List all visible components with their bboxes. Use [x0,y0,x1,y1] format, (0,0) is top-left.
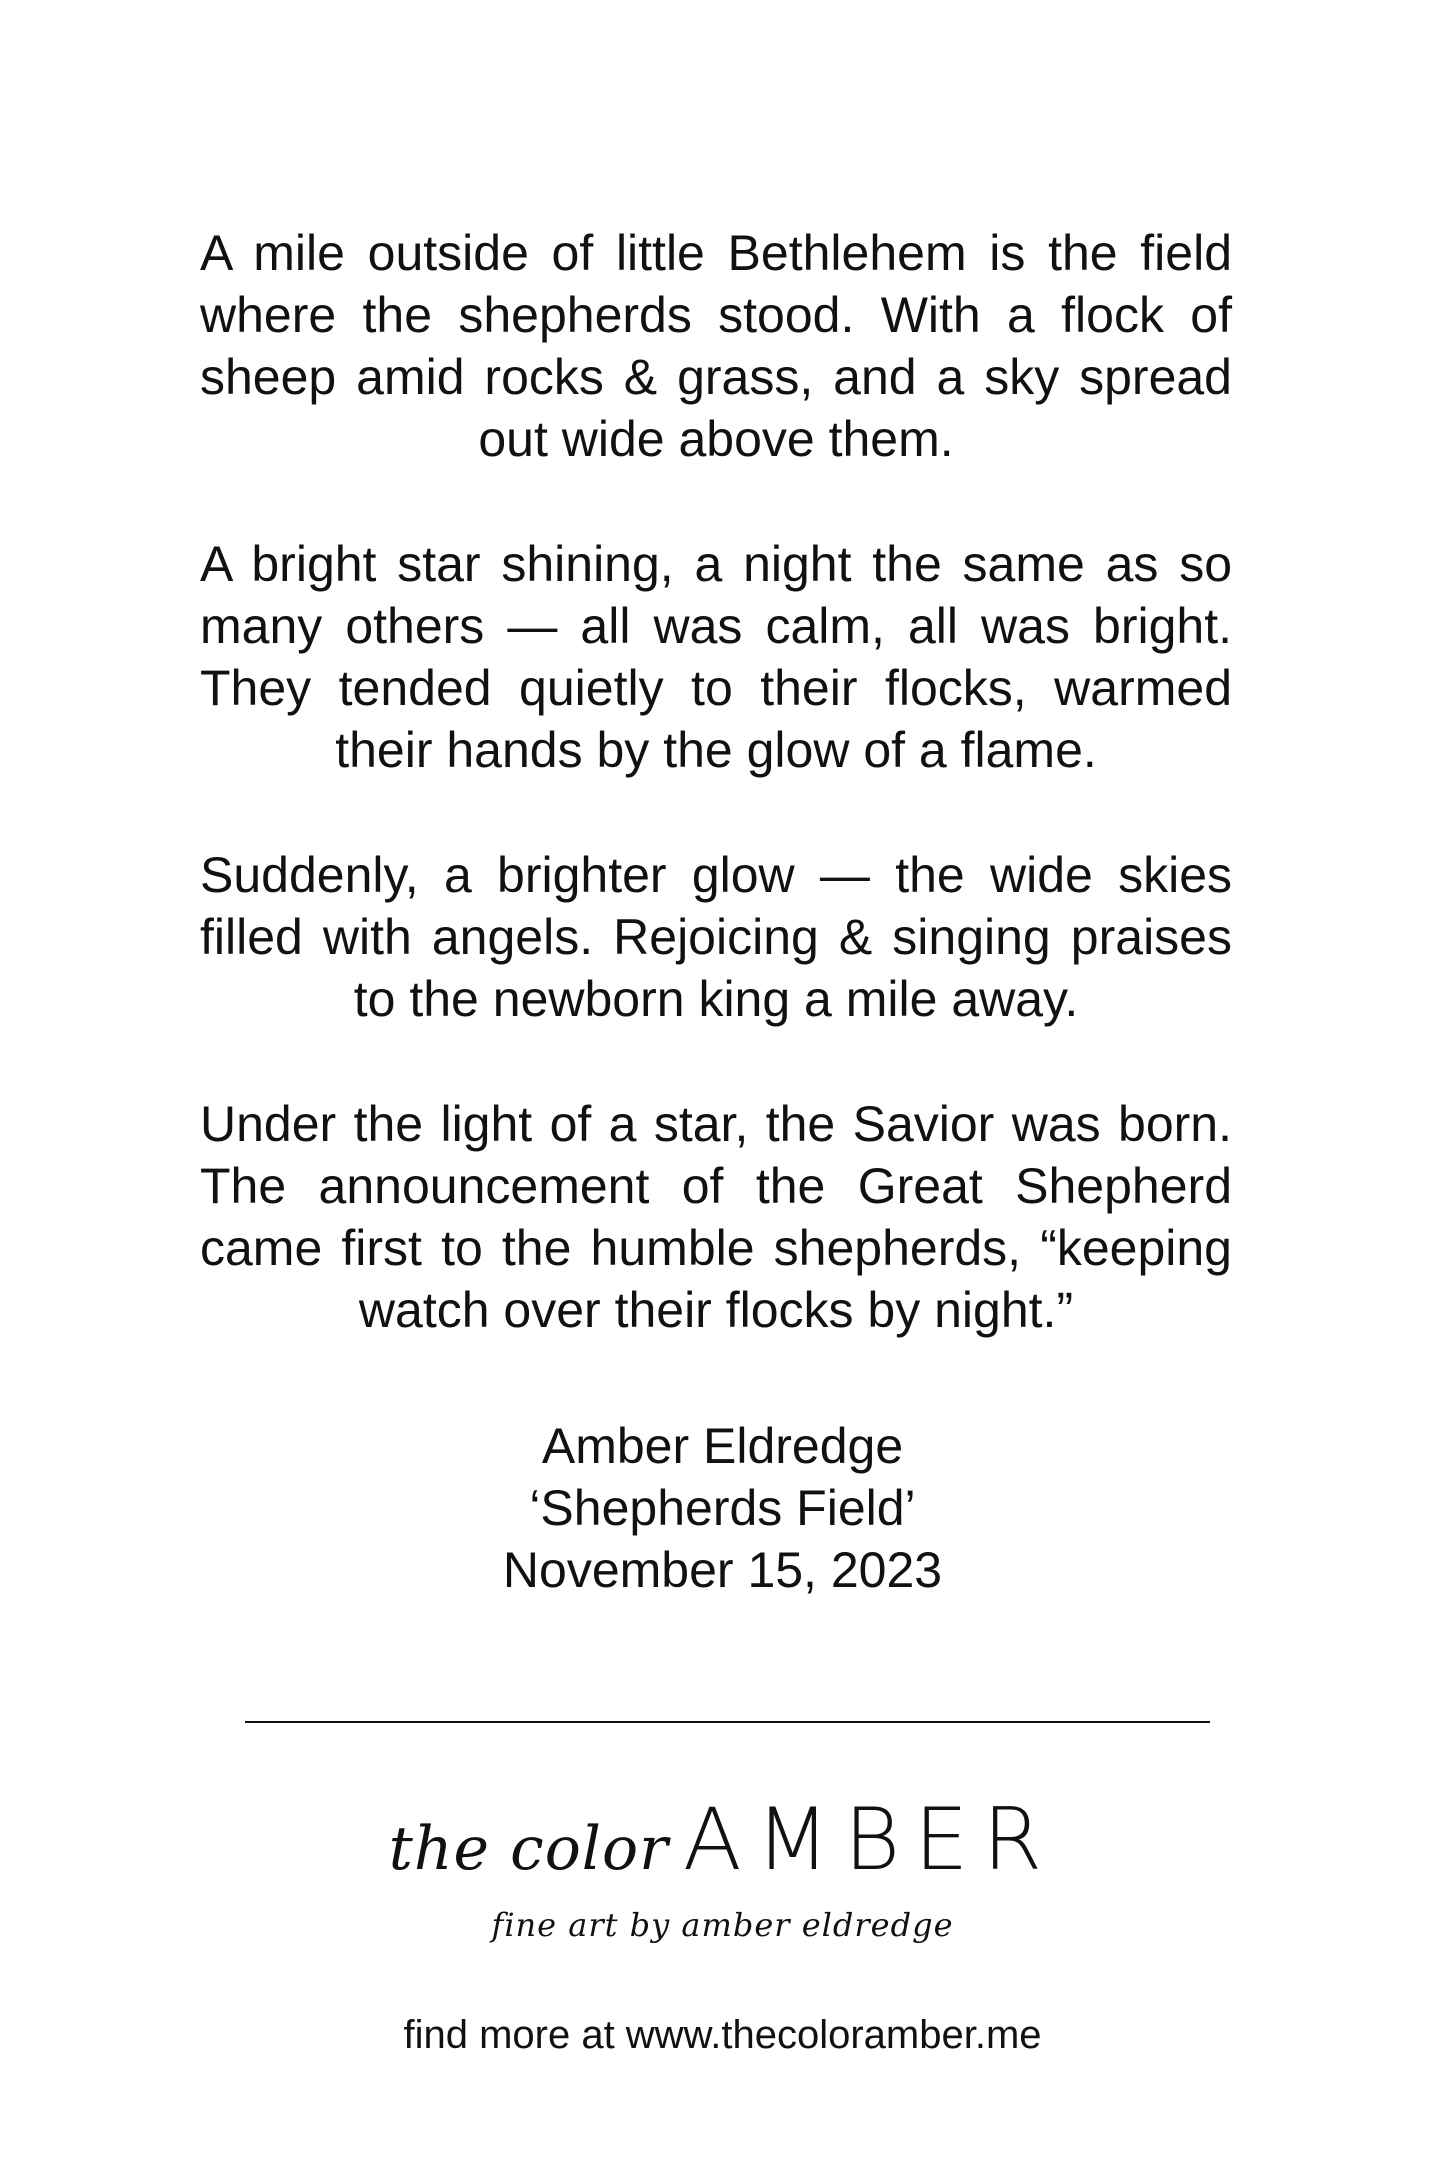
poem-body [200,222,1232,1341]
logo-wordmark [389,1790,1057,1890]
artwork-title: ‘Shepherds Field’ [529,1480,916,1536]
author-name: Amber Eldredge [541,1418,904,1474]
signature-block [0,1415,1445,1601]
website-footer: find more at www.thecoloramber.me [403,2013,1042,2057]
poem-stanza-2: A bright star shining, a night the same as so many others — all was calm, all was bright. They tended quietly to their flocks, warmed their hands by the glow of a flame. [200,536,1232,778]
poem-stanza-1: A mile outside of little Bethlehem is the field where the shepherds stood. With a flock of sheep amid rocks & grass, and a sky spread out wide above them. [200,225,1232,467]
logo-script-text: the color [388,1814,669,1884]
poem-stanza-3: Suddenly, a brighter glow — the wide skies filled with angels. Rejoicing & singing praises to the newborn king a mile away. [200,847,1232,1027]
brand-logo [0,1790,1445,1944]
poem-stanza-4: Under the light of a star, the Savior was born. The announcement of the Great Shepherd came first to the humble shepherds, “keeping watch over their flocks by night.” [200,1096,1232,1338]
logo-tagline: fine art by amber eldredge [491,1906,954,1944]
logo-caps-text: AMBER [682,1790,1057,1890]
divider-line [245,1721,1210,1723]
artwork-date: November 15, 2023 [502,1542,943,1598]
